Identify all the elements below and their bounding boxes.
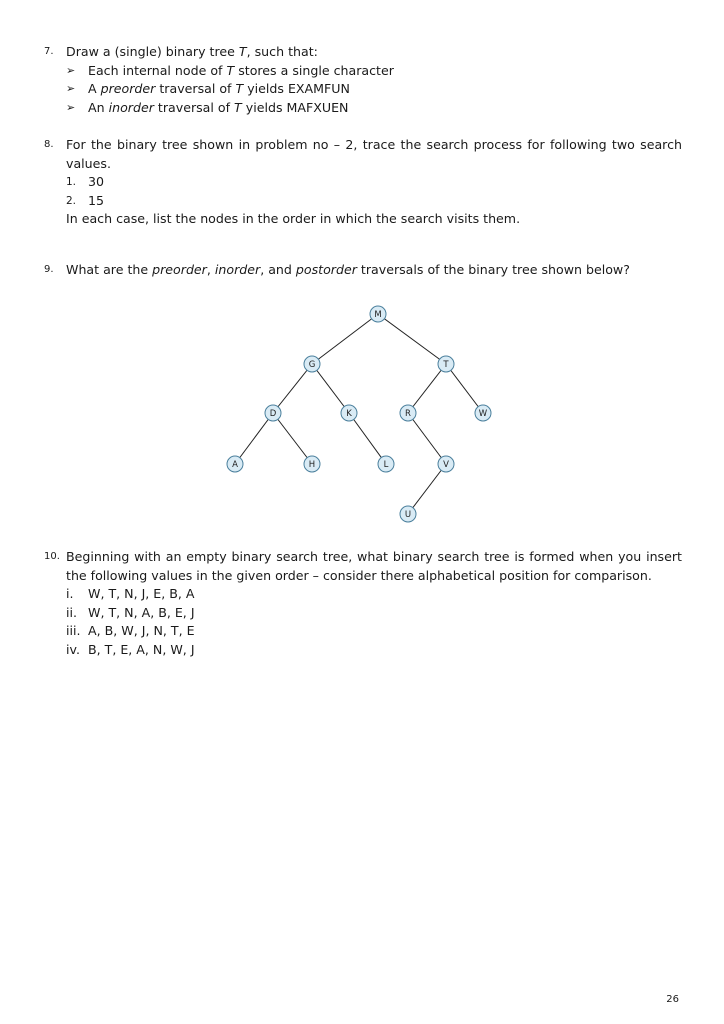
list-item: 1. 30: [66, 174, 105, 189]
svg-text:U: U: [404, 510, 412, 520]
edge-M-G: [312, 314, 378, 364]
question-stem: For the binary tree shown in problem no – 2, trace the search process for following two search values.: [66, 137, 682, 171]
edge-G-K: [312, 364, 349, 413]
tree-nodes: [227, 306, 491, 522]
edge-M-T: [378, 314, 446, 364]
question-10: [44, 548, 682, 659]
bullet-item: ➢ An inorder traversal of T yields MAFXUEN: [66, 99, 682, 118]
list-item: iii. A, B, W, J, N, T, E: [66, 623, 195, 638]
tree-node-A: [227, 456, 243, 472]
tree-node-T: [438, 356, 454, 372]
svg-text:T: T: [443, 360, 449, 370]
tree-node-L: [378, 456, 394, 472]
list-item: ii. W, T, N, A, B, E, J: [66, 604, 195, 620]
svg-text:M: M: [374, 310, 382, 320]
list-item: i. W, T, N, J, E, B, A: [66, 586, 195, 601]
question-number: 7.: [44, 46, 54, 57]
question-stem: Draw a (single) binary tree T, such that:: [66, 44, 318, 59]
arrow-bullet-icon: ➢: [66, 82, 76, 95]
tree-node-H: [304, 456, 320, 472]
svg-text:A: A: [232, 460, 238, 470]
question-stem: What are the preorder, inorder, and postorder traversals of the binary tree shown below?: [66, 262, 630, 277]
list-item: iv. B, T, E, A, N, W, J: [66, 641, 195, 657]
edge-T-R: [408, 364, 446, 413]
list-item: 2. 15: [66, 192, 105, 208]
svg-text:H: H: [308, 460, 316, 470]
edge-K-L: [349, 413, 386, 464]
svg-text:G: G: [308, 360, 316, 370]
tree-node-W: [475, 405, 491, 421]
bullet-item: ➢ A preorder traversal of T yields EXAMFUN: [66, 80, 682, 99]
tree-node-K: [341, 405, 357, 421]
bullet-item: ➢ Each internal node of T stores a single character: [66, 62, 682, 81]
svg-text:D: D: [269, 409, 277, 419]
edge-G-D: [273, 364, 312, 413]
edge-D-A: [235, 413, 273, 464]
question-number: 8.: [44, 139, 54, 150]
tree-node-M: [370, 306, 386, 322]
svg-text:K: K: [346, 409, 352, 419]
question-footer: In each case, list the nodes in the order in which the search visits them.: [66, 211, 521, 226]
question-number: 9.: [44, 264, 54, 275]
edge-D-H: [273, 413, 312, 464]
tree-node-D: [265, 405, 281, 421]
page-number: 26: [666, 994, 679, 1005]
arrow-bullet-icon: ➢: [66, 100, 76, 114]
edge-V-U: [408, 464, 446, 514]
tree-node-R: [400, 405, 416, 421]
svg-text:W: W: [478, 409, 488, 419]
edge-T-W: [446, 364, 483, 413]
question-stem: Beginning with an empty binary search tree, what binary search tree is formed when you insert the following values in the given order – consider there alphabetical position for comparison.: [66, 549, 682, 583]
question-number: 10.: [44, 551, 60, 562]
tree-node-U: [400, 506, 416, 522]
tree-node-G: [304, 356, 320, 372]
svg-text:L: L: [383, 460, 389, 470]
arrow-bullet-icon: ➢: [66, 63, 76, 77]
tree-node-V: [438, 456, 454, 472]
edge-R-V: [408, 413, 446, 464]
svg-text:V: V: [443, 460, 449, 470]
svg-text:R: R: [405, 409, 411, 419]
